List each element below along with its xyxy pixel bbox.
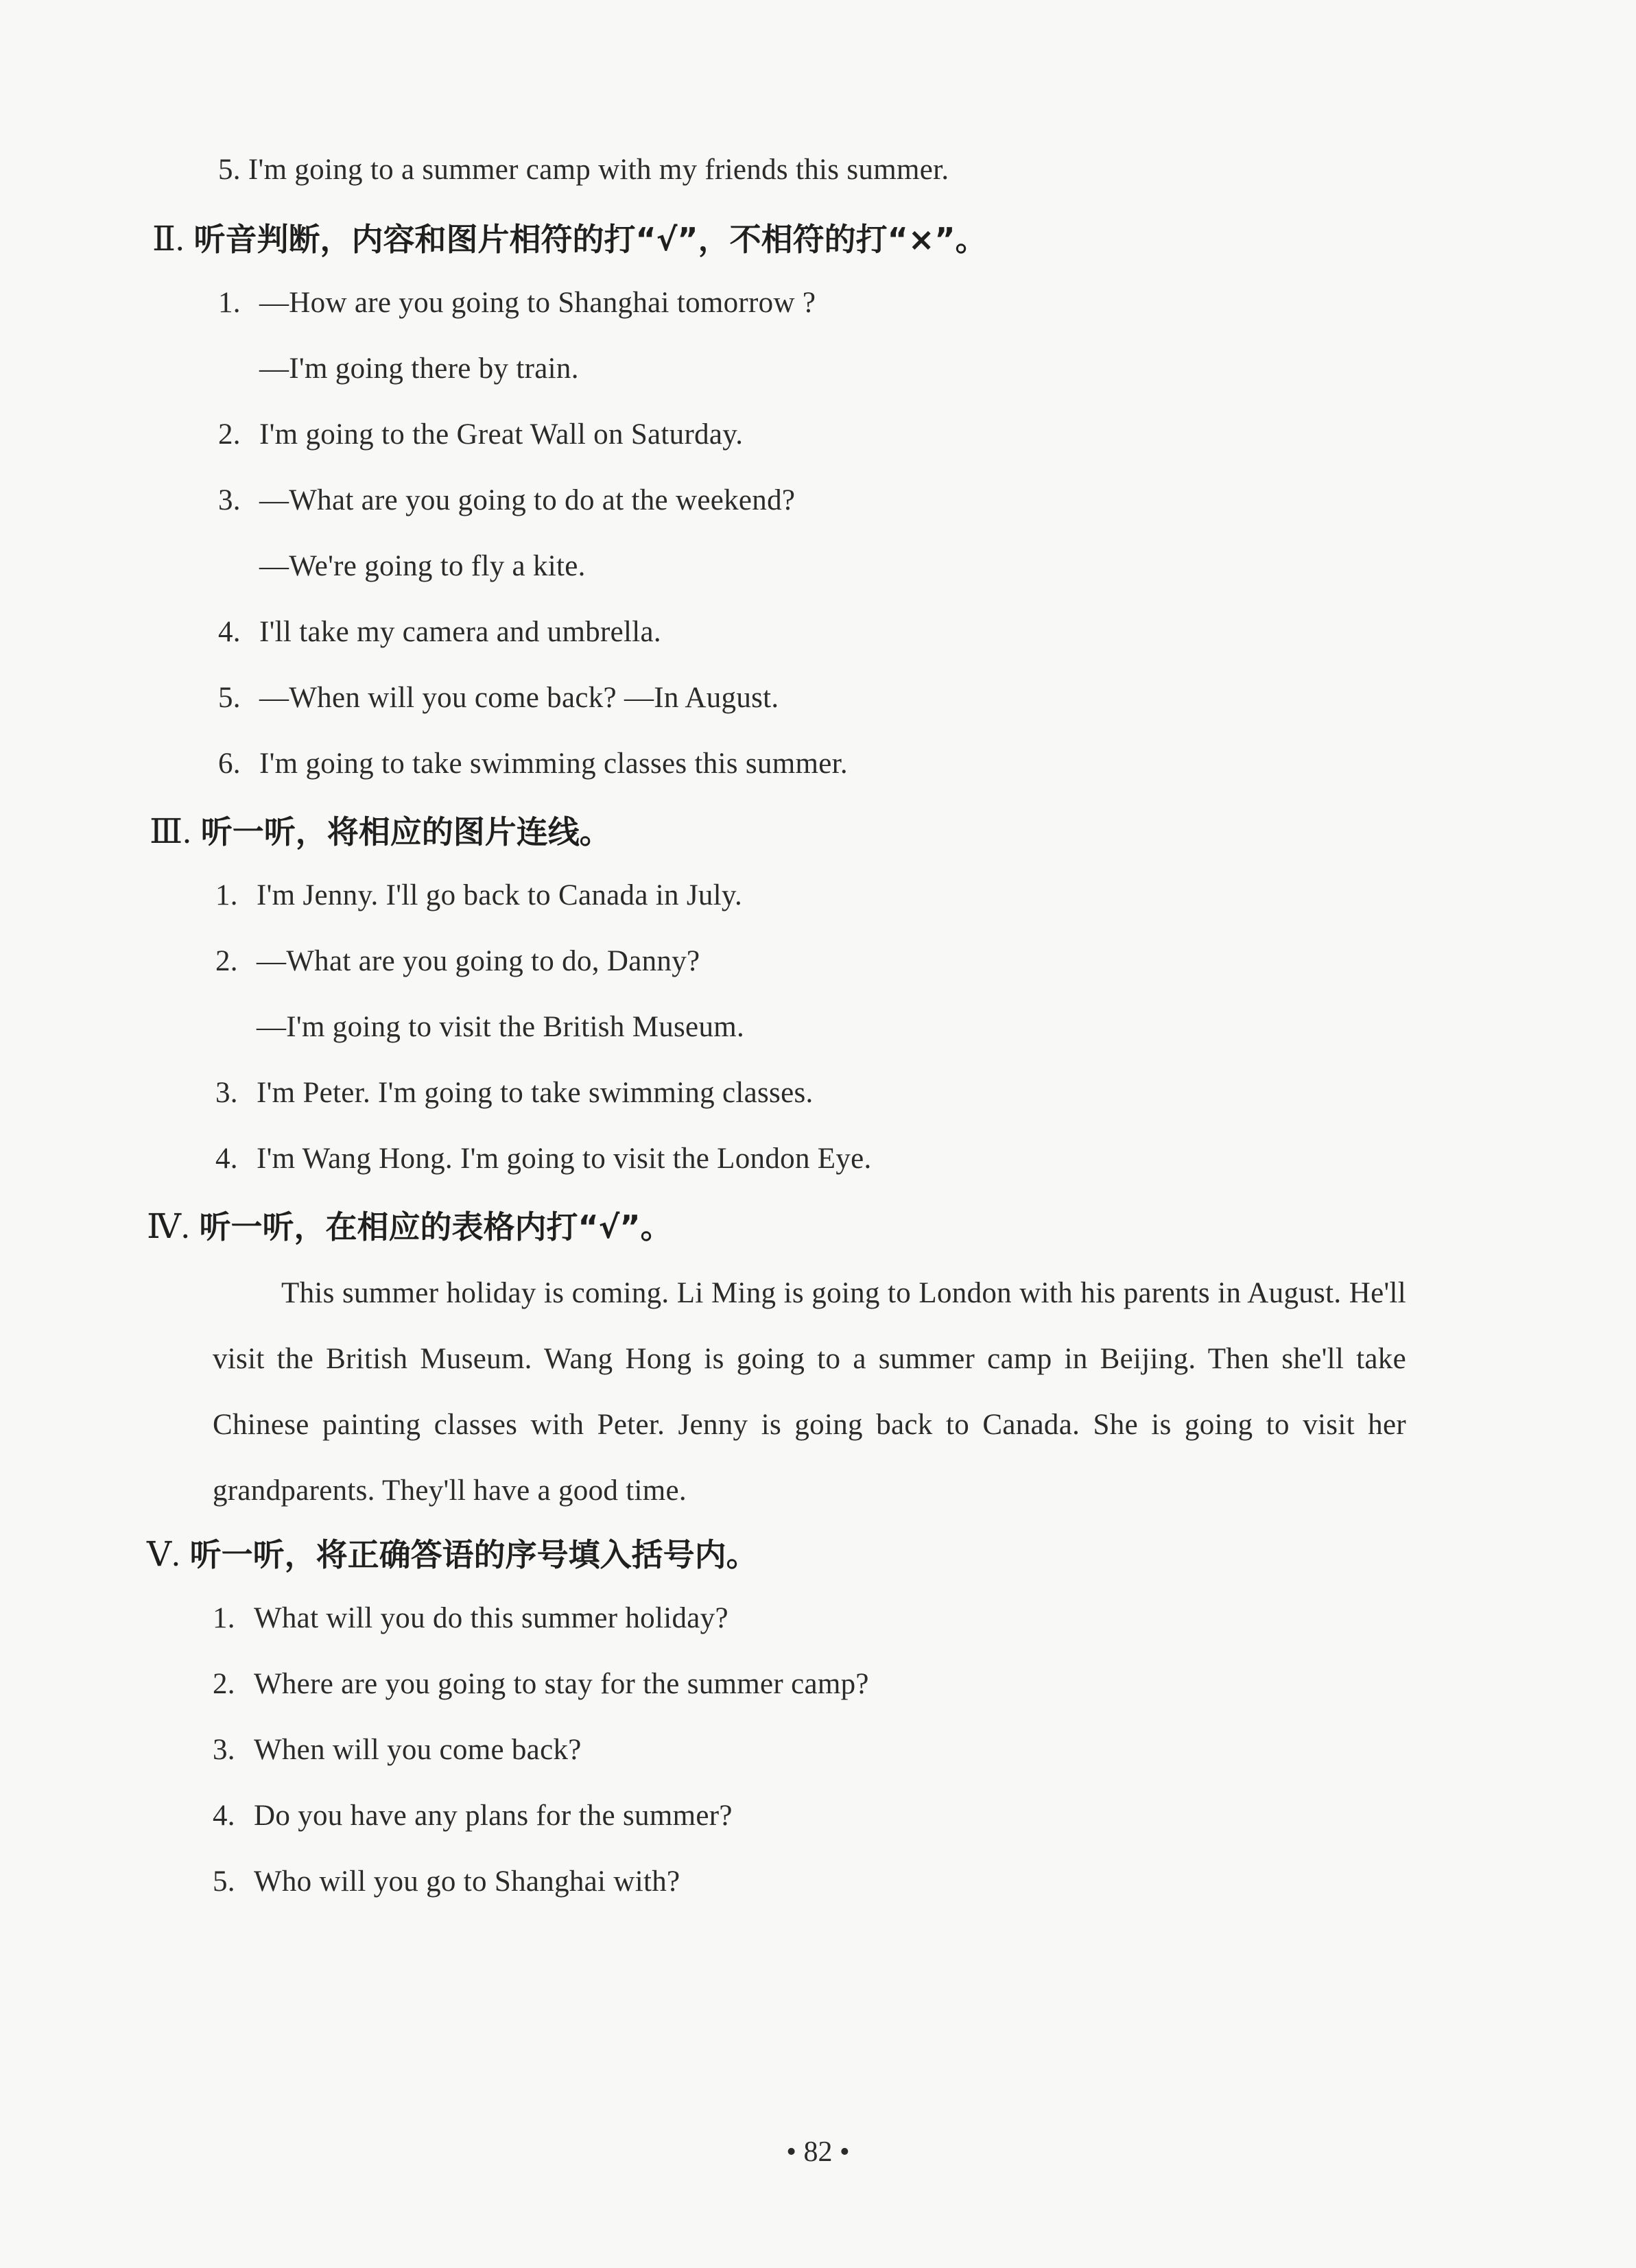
s2-line-4: 3. —What are you going to do at the weekend? bbox=[218, 484, 796, 516]
section-5-title: 听一听，将正确答语的序号填入括号内。 bbox=[189, 1536, 758, 1573]
page-number: • 82 • bbox=[786, 2136, 850, 2168]
s5-line-3: 3. When will you come back? bbox=[213, 1734, 582, 1766]
s2-line-1: 1. —How are you going to Shanghai tomorrow ? bbox=[218, 287, 816, 319]
top-item: 5. I'm going to a summer camp with my friends this summer. bbox=[218, 154, 949, 186]
section-3-heading bbox=[150, 811, 611, 852]
s2-line-7: 5. —When will you come back? —In August. bbox=[218, 682, 779, 714]
s2-line-5: —We're going to fly a kite. bbox=[259, 550, 586, 582]
s2-line-3: 2. I'm going to the Great Wall on Saturday. bbox=[218, 418, 744, 451]
section-4-heading bbox=[147, 1206, 672, 1248]
s5-line-5: 5. Who will you go to Shanghai with? bbox=[213, 1865, 680, 1898]
s2-line-8: 6. I'm going to take swimming classes this summer. bbox=[218, 748, 848, 780]
section-3-title: 听一听，将相应的图片连线。 bbox=[200, 813, 611, 850]
section-5-heading bbox=[147, 1533, 758, 1575]
s5-line-2: 2. Where are you going to stay for the summer camp? bbox=[213, 1668, 869, 1700]
s2-line-2: —I'm going there by train. bbox=[259, 353, 579, 385]
s3-line-4: 3. I'm Peter. I'm going to take swimming classes. bbox=[215, 1077, 814, 1109]
section-2-roman: Ⅱ. bbox=[152, 219, 185, 258]
s3-line-5: 4. I'm Wang Hong. I'm going to visit the London Eye. bbox=[215, 1143, 872, 1175]
s3-line-1: 1. I'm Jenny. I'll go back to Canada in July. bbox=[215, 879, 742, 911]
section-5-roman: Ⅴ. bbox=[147, 1535, 180, 1573]
s3-line-2: 2. —What are you going to do, Danny? bbox=[215, 945, 700, 977]
section-2-heading bbox=[152, 218, 987, 260]
section-4-title: 听一听，在相应的表格内打“√”。 bbox=[199, 1208, 672, 1245]
s5-line-1: 1. What will you do this summer holiday? bbox=[213, 1602, 728, 1634]
s3-line-3: —I'm going to visit the British Museum. bbox=[257, 1011, 745, 1043]
section-4-paragraph: This summer holiday is coming. Li Ming is going to London with his parents in August. He'll visit the British Museum. Wang Hong is going to a summer camp in Beijing. Then she'll take Chinese painting classes with Peter. Jenny is going back to Canada. She is going to visit her grandparents. They'll have a good time. bbox=[213, 1277, 1406, 1507]
s5-line-4: 4. Do you have any plans for the summer? bbox=[213, 1800, 733, 1832]
section-3-roman: Ⅲ. bbox=[150, 812, 191, 850]
section-4-roman: Ⅳ. bbox=[147, 1207, 190, 1245]
section-2-title: 听音判断，内容和图片相符的打“√”，不相符的打“×”。 bbox=[193, 221, 987, 258]
s2-line-6: 4. I'll take my camera and umbrella. bbox=[218, 616, 661, 648]
